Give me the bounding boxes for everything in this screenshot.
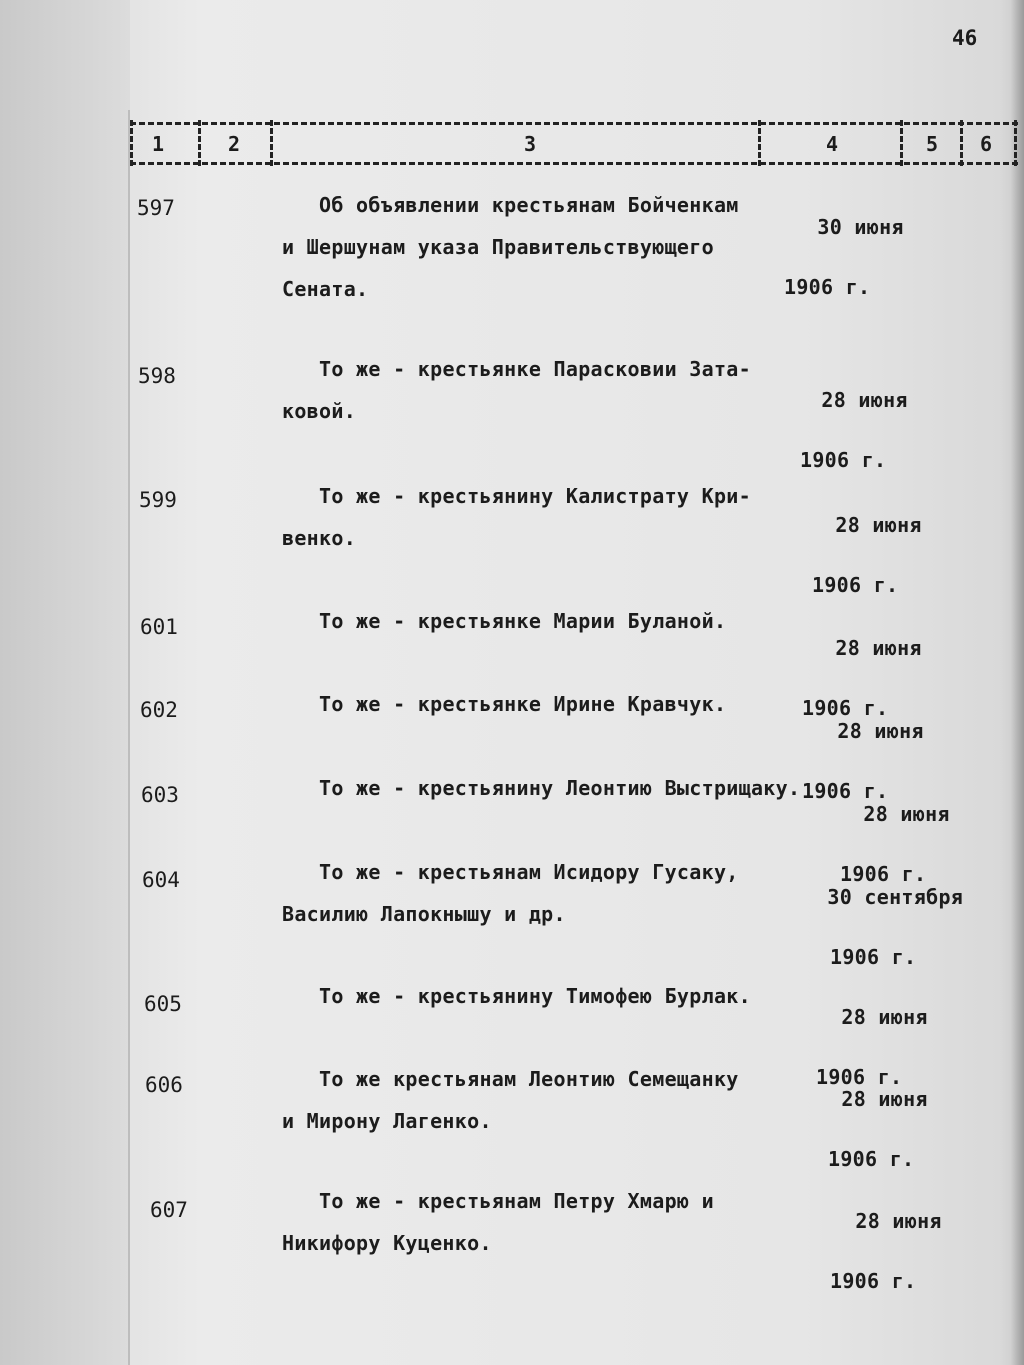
- entry-date-year: 1906 г.: [800, 448, 887, 472]
- table-header: [130, 118, 1018, 170]
- entry-date-year: 1906 г.: [802, 779, 889, 803]
- entry-number: 603: [141, 783, 179, 807]
- header-divider: [960, 120, 963, 166]
- entry-description: То же - крестьянину Калистрату Кри- венко.: [282, 484, 751, 550]
- entry-description: То же - крестьянке Парасковии Зата- ковой.: [282, 357, 751, 423]
- entry-number: 597: [137, 196, 175, 220]
- page-left-margin-shadow: [0, 0, 130, 1365]
- header-col-4: 4: [826, 132, 839, 156]
- entry-description: То же крестьянам Леонтию Семещанку и Мирону Лагенко.: [282, 1067, 739, 1133]
- entry-date-day: 28 июня: [841, 1005, 928, 1029]
- entry-date-year: 1906 г.: [816, 1065, 903, 1089]
- entry-date-year: 1906 г.: [802, 696, 889, 720]
- entry-date-year: 1906 г.: [784, 275, 871, 299]
- header-divider: [270, 120, 273, 166]
- entry-date-day: 28 июня: [835, 636, 922, 660]
- entry-number: 605: [144, 992, 182, 1016]
- entry-number: 601: [140, 615, 178, 639]
- entry-date-year: 1906 г.: [840, 862, 927, 886]
- entry-description: То же - крестьянке Марии Буланой.: [282, 609, 727, 633]
- entry-number: 607: [150, 1198, 188, 1222]
- entry-description: То же - крестьянке Ирине Кравчук.: [282, 692, 727, 716]
- entry-date-day: 28 июня: [835, 513, 922, 537]
- header-divider: [758, 120, 761, 166]
- header-col-3: 3: [524, 132, 537, 156]
- entry-date-year: 1906 г.: [812, 573, 899, 597]
- entry-description: То же - крестьянину Тимофею Бурлак.: [282, 984, 751, 1008]
- header-divider: [900, 120, 903, 166]
- entry-date-day: 28 июня: [841, 1087, 928, 1111]
- entry-description: То же - крестьянам Петру Хмарю и Никифору Куценко.: [282, 1189, 714, 1255]
- entry-date: [768, 182, 904, 362]
- page-right-edge-shadow: [1010, 0, 1024, 1365]
- entry-date-day: 30 июня: [817, 215, 904, 239]
- entry-date: [806, 1176, 942, 1356]
- header-col-5: 5: [926, 132, 939, 156]
- entry-date-year: 1906 г.: [830, 1269, 917, 1293]
- entry-date-year: 1906 г.: [830, 945, 917, 969]
- header-divider: [130, 120, 133, 166]
- header-divider: [198, 120, 201, 166]
- entry-number: 604: [142, 868, 180, 892]
- page-fold-line: [128, 110, 130, 1365]
- entry-date-day: 28 июня: [855, 1209, 942, 1233]
- header-bottom-rule: [130, 162, 1018, 165]
- entry-date-day: 28 июня: [837, 719, 924, 743]
- page-number: 46: [952, 26, 978, 50]
- entry-date-year: 1906 г.: [828, 1147, 915, 1171]
- entry-number: 606: [145, 1073, 183, 1097]
- entry-date-day: 30 сентября: [827, 885, 964, 909]
- entry-number: 598: [138, 364, 176, 388]
- header-col-1: 1: [152, 132, 165, 156]
- entry-description: То же - крестьянам Исидору Гусаку, Василию Лапокнышу и др.: [282, 860, 739, 926]
- entry-description: Об объявлении крестьянам Бойченкам и Шершунам указа Правительствующего Сената.: [282, 193, 739, 301]
- entry-number: 602: [140, 698, 178, 722]
- header-col-2: 2: [228, 132, 241, 156]
- entry-description: То же - крестьянину Леонтию Выстрищаку.: [282, 776, 801, 800]
- header-top-rule: [130, 122, 1018, 125]
- header-col-6: 6: [980, 132, 993, 156]
- entry-number: 599: [139, 488, 177, 512]
- entry-date-day: 28 июня: [863, 802, 950, 826]
- header-divider: [1014, 120, 1017, 166]
- entry-date-day: 28 июня: [821, 388, 908, 412]
